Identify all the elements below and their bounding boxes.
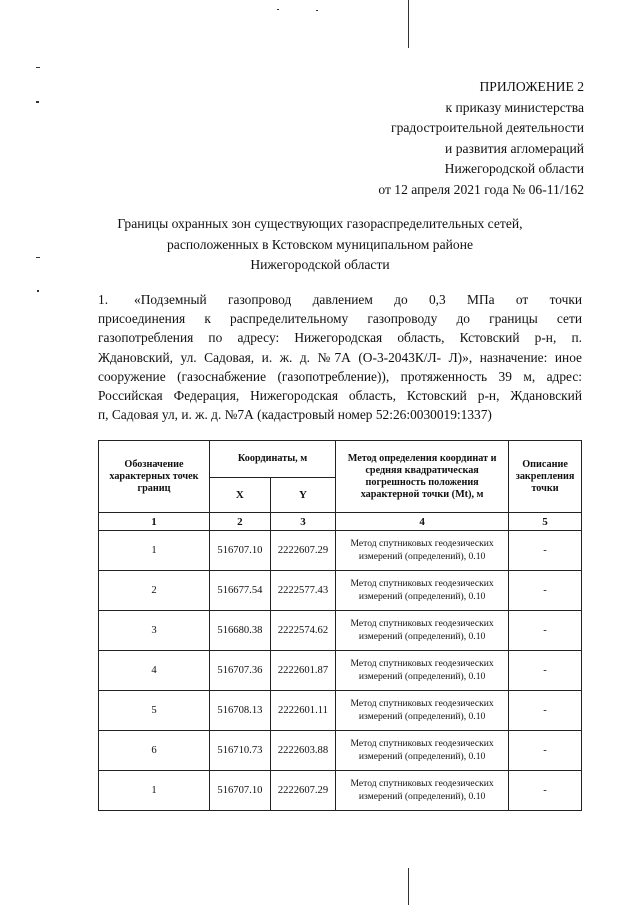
- table-row: [99, 571, 582, 611]
- x-cell: 516707.10: [209, 771, 270, 811]
- description-cell: -: [509, 771, 582, 811]
- method-cell: Метод спутниковых геодезических измерений (определений), 0.10: [336, 571, 509, 611]
- description-cell: -: [509, 531, 582, 571]
- scan-mark: [36, 257, 40, 258]
- coordinates-table: [98, 440, 582, 811]
- appendix-header: [284, 77, 584, 200]
- appendix-date: от 12 апреля 2021 года № 06-11/162: [378, 181, 584, 197]
- scan-mark: [408, 0, 409, 48]
- paragraph-line: газопотребления по адресу: Нижегородская область, Кстовский р-н, п.: [98, 330, 582, 346]
- method-cell: Метод спутниковых геодезических измерений (определений), 0.10: [336, 611, 509, 651]
- header-point-name: Обозначение характерных точек границ: [99, 441, 210, 513]
- appendix-line: градостроительной деятельности: [391, 120, 584, 135]
- header-coordinates: Координаты, м: [209, 441, 335, 478]
- scan-mark: [277, 9, 279, 10]
- column-number: 4: [336, 513, 509, 531]
- method-cell: Метод спутниковых геодезических измерений (определений), 0.10: [336, 531, 509, 571]
- description-cell: -: [509, 611, 582, 651]
- table-row: [99, 531, 582, 571]
- object-description: [98, 290, 582, 424]
- point-cell: 2: [99, 571, 210, 611]
- title-line: расположенных в Кстовском муниципальном районе: [166, 236, 474, 252]
- column-number: 5: [509, 513, 582, 531]
- paragraph-line: [98, 290, 582, 309]
- table-row: [99, 731, 582, 771]
- description-cell: -: [509, 571, 582, 611]
- scan-mark: [408, 868, 409, 905]
- paragraph-line: присоединения к распределительному газопроводу до границы сети: [98, 311, 582, 327]
- table-row: [99, 771, 582, 811]
- method-cell: Метод спутниковых геодезических измерений (определений), 0.10: [336, 691, 509, 731]
- paragraph-line: п, Садовая ул, и. ж. д. №7А (кадастровый номер 52:26:0030019:1337): [98, 407, 492, 423]
- header-y: Y: [270, 478, 335, 513]
- appendix-title: ПРИЛОЖЕНИЕ 2: [479, 79, 584, 94]
- title-line: Нижегородской области: [250, 257, 390, 272]
- x-cell: 516677.54: [209, 571, 270, 611]
- paragraph-line: сооружение (газоснабжение (газопотребление)), протяженность 39 м, адрес:: [98, 368, 582, 384]
- point-cell: 1: [99, 531, 210, 571]
- point-cell: 3: [99, 611, 210, 651]
- description-cell: -: [509, 651, 582, 691]
- x-cell: 516680.38: [209, 611, 270, 651]
- paragraph-line: Ждановский, ул. Садовая, и. ж. д. №7А (О-3-2043К/Л- Л)», назначение: иное: [98, 349, 582, 365]
- x-cell: 516707.36: [209, 651, 270, 691]
- scan-mark: [36, 101, 39, 103]
- table-row: [99, 611, 582, 651]
- point-cell: 6: [99, 731, 210, 771]
- y-cell: 2222577.43: [270, 571, 335, 611]
- header-x: X: [209, 478, 270, 513]
- x-cell: 516710.73: [209, 731, 270, 771]
- column-number: 3: [270, 513, 335, 531]
- y-cell: 2222601.11: [270, 691, 335, 731]
- y-cell: 2222601.87: [270, 651, 335, 691]
- point-cell: 1: [99, 771, 210, 811]
- scan-mark: [36, 67, 40, 68]
- column-number: 1: [99, 513, 210, 531]
- table-row: [99, 651, 582, 691]
- point-cell: 5: [99, 691, 210, 731]
- title-line: Границы охранных зон существующих газораспределительных сетей,: [117, 216, 523, 231]
- document-title: [60, 214, 580, 276]
- point-cell: 4: [99, 651, 210, 691]
- x-cell: 516708.13: [209, 691, 270, 731]
- description-cell: -: [509, 731, 582, 771]
- table-row: [99, 691, 582, 731]
- x-cell: 516707.10: [209, 531, 270, 571]
- method-cell: Метод спутниковых геодезических измерений (определений), 0.10: [336, 771, 509, 811]
- scan-mark: [316, 10, 318, 11]
- section-number: 1.: [98, 292, 109, 307]
- appendix-line: к приказу министерства: [445, 99, 584, 115]
- appendix-line: и развития агломераций: [445, 140, 584, 156]
- scan-mark: [37, 290, 39, 292]
- description-cell: -: [509, 691, 582, 731]
- y-cell: 2222607.29: [270, 771, 335, 811]
- paragraph-text: «Подземный газопровод давлением до 0,3 МПа от точки: [134, 292, 582, 307]
- paragraph-line: Российская Федерация, Нижегородская область, Кстовский р-н, Ждановский: [98, 388, 582, 404]
- header-method: Метод определения координат и средняя квадратическая погрешность положения характерной точки (Mt), м: [336, 441, 509, 513]
- y-cell: 2222603.88: [270, 731, 335, 771]
- method-cell: Метод спутниковых геодезических измерений (определений), 0.10: [336, 731, 509, 771]
- header-description: Описание закрепления точки: [509, 441, 582, 513]
- appendix-line: Нижегородской области: [444, 161, 584, 176]
- column-number: 2: [209, 513, 270, 531]
- y-cell: 2222607.29: [270, 531, 335, 571]
- method-cell: Метод спутниковых геодезических измерений (определений), 0.10: [336, 651, 509, 691]
- y-cell: 2222574.62: [270, 611, 335, 651]
